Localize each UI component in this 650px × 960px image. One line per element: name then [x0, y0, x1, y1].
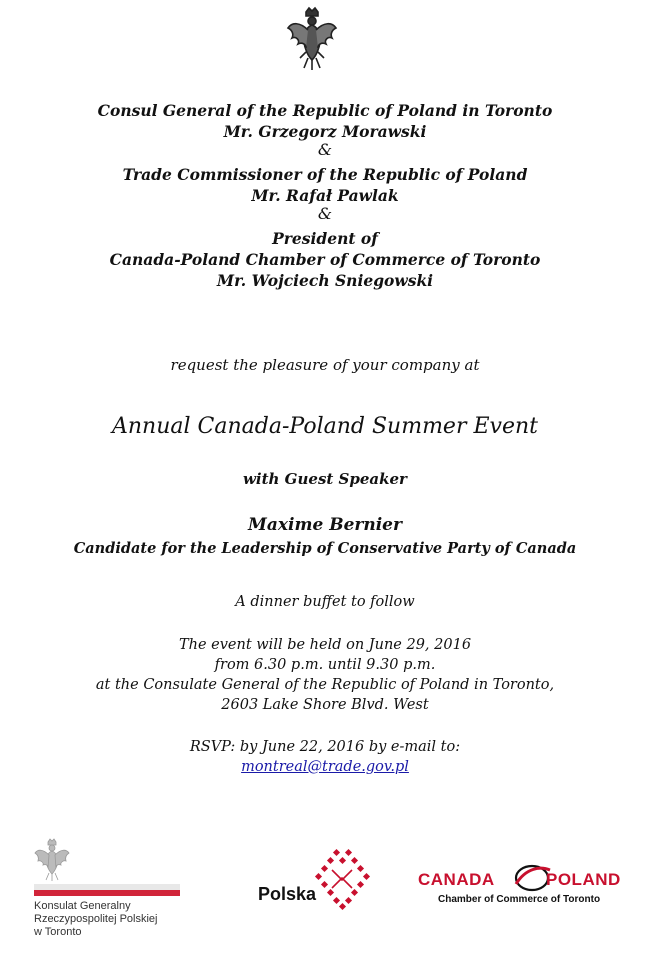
- details-date: The event will be held on June 29, 2016: [178, 637, 472, 653]
- ampersand-2: &: [317, 204, 333, 223]
- consulate-logo: [30, 838, 180, 938]
- host-president-title: President of: [272, 229, 378, 248]
- cpcc-logo: [418, 858, 633, 908]
- speaker-role: Candidate for the Leadership of Conservative Party of Canada: [73, 540, 577, 557]
- host-consul-name: Mr. Grzegorz Morawski: [223, 122, 427, 141]
- buffet-line: A dinner buffet to follow: [235, 594, 415, 610]
- event-details: [0, 635, 650, 715]
- rsvp-email-link[interactable]: montreal@trade.gov.pl: [241, 759, 409, 775]
- consulate-line-2: Rzeczypospolitej Polskiej: [34, 913, 158, 925]
- host-trade-title: Trade Commissioner of the Republic of Poland: [122, 165, 528, 184]
- host-consul-title: Consul General of the Republic of Poland in Toronto: [97, 101, 553, 120]
- polish-eagle-icon: [286, 6, 338, 72]
- consulate-line-3: w Toronto: [34, 926, 82, 938]
- polska-logo: [258, 848, 388, 912]
- cpcc-poland: POLAND: [546, 870, 621, 889]
- details-time: from 6.30 p.m. until 9.30 p.m.: [214, 657, 436, 673]
- ampersand-1: &: [317, 140, 333, 159]
- consulate-text: [34, 900, 194, 939]
- event-title: Annual Canada-Poland Summer Event: [112, 414, 538, 439]
- speaker-name: Maxime Bernier: [248, 515, 402, 535]
- polska-mark-icon: [312, 848, 376, 912]
- flag-red-stripe: [34, 890, 180, 896]
- host-chamber-name: Canada-Poland Chamber of Commerce of Toronto: [109, 250, 541, 269]
- cpcc-subtitle: Chamber of Commerce of Toronto: [438, 894, 601, 905]
- hosts-block: [0, 100, 650, 291]
- rsvp-line: RSVP: by June 22, 2016 by e-mail to:: [189, 739, 461, 755]
- details-address: 2603 Lake Shore Blvd. West: [221, 697, 429, 713]
- consulate-eagle-icon: [34, 838, 70, 882]
- consulate-line-1: Konsulat Generalny: [34, 900, 131, 912]
- details-venue: at the Consulate General of the Republic of Poland in Toronto,: [95, 677, 555, 693]
- cpcc-canada: CANADA: [418, 870, 495, 889]
- polska-word: Polska: [258, 884, 317, 904]
- rsvp-block: [0, 737, 650, 777]
- request-line: request the pleasure of your company at: [170, 356, 480, 374]
- guest-intro: with Guest Speaker: [243, 470, 407, 488]
- host-president-name: Mr. Wojciech Sniegowski: [216, 271, 434, 290]
- host-trade-name: Mr. Rafał Pawlak: [251, 186, 399, 205]
